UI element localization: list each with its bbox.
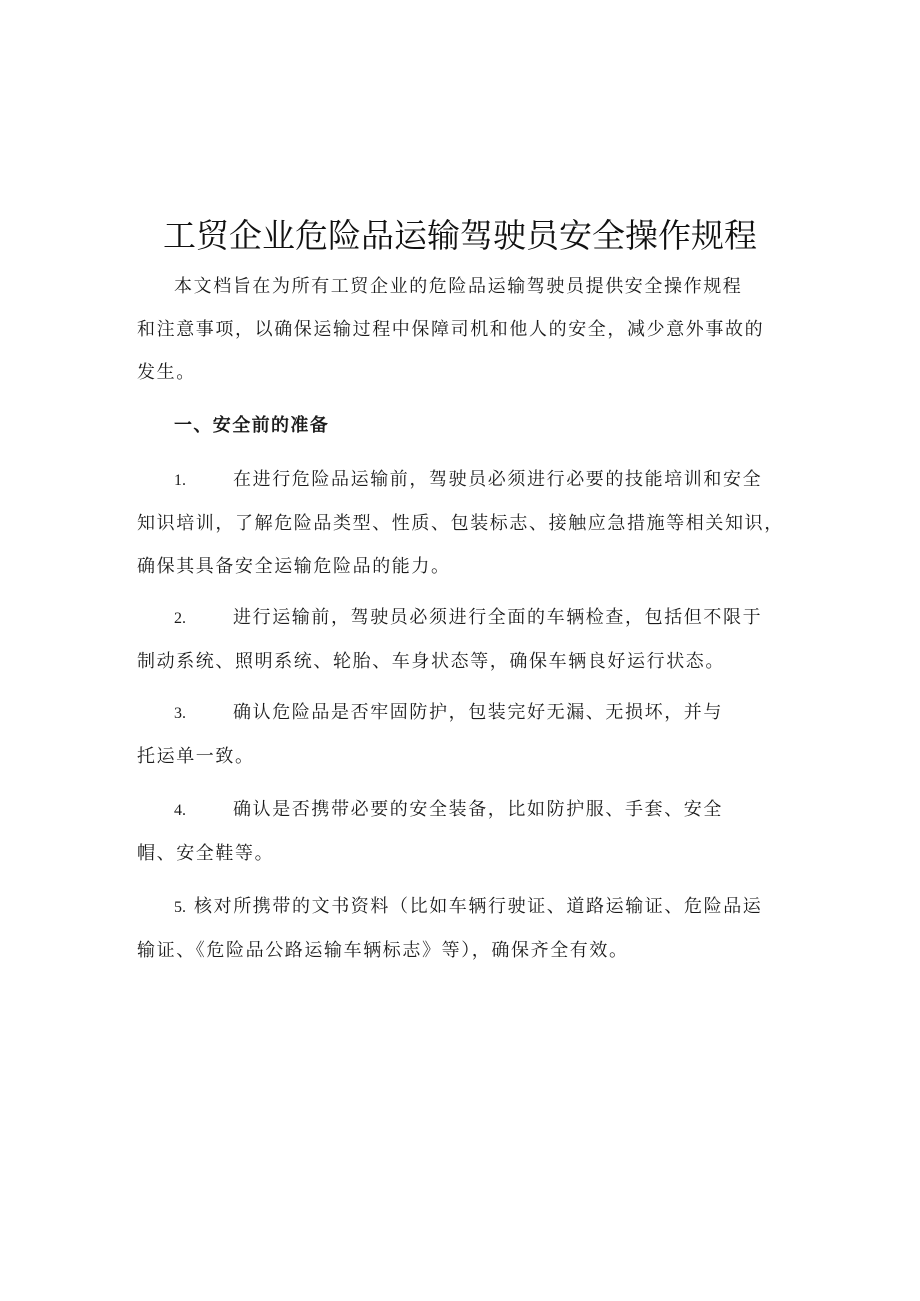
list-item-first-line <box>137 458 773 502</box>
list-item-line: 帽、安全鞋等。 <box>137 843 275 864</box>
list-item-4 <box>137 788 773 875</box>
list-item-first-line <box>137 885 773 929</box>
list-item-text: 确认危险品是否牢固防护，包装完好无漏、无损坏，并与 <box>233 702 723 723</box>
list-item-2 <box>137 596 773 683</box>
list-item-first-line <box>137 596 773 640</box>
list-item-3 <box>137 691 773 778</box>
list-item-1 <box>137 458 784 588</box>
list-item-first-line <box>137 691 773 735</box>
list-item-5 <box>137 885 773 972</box>
list-item-text: 在进行危险品运输前，驾驶员必须进行必要的技能培训和安全 <box>233 469 763 490</box>
list-item-line: 输证、《危险品公路运输车辆标志》等），确保齐全有效。 <box>137 940 629 961</box>
list-item-text: 核对所携带的文书资料（比如车辆行驶证、道路运输证、危险品运 <box>194 896 763 917</box>
list-item-number: 5. <box>174 899 186 916</box>
list-item-number: 4. <box>174 802 186 819</box>
list-item-number: 3. <box>174 705 186 722</box>
list-item-number: 2. <box>174 610 186 627</box>
list-item-number: 1. <box>174 472 186 489</box>
list-item-text: 进行运输前，驾驶员必须进行全面的车辆检查，包括但不限于 <box>233 607 763 628</box>
list-item-line: 托运单一致。 <box>137 746 255 767</box>
list-item-text: 确认是否携带必要的安全装备，比如防护服、手套、安全 <box>233 799 723 820</box>
intro-line: 发生。 <box>137 362 196 383</box>
list-item-line: 确保其具备安全运输危险品的能力。 <box>137 556 451 577</box>
list-item-first-line <box>137 788 773 832</box>
list-item-line: 制动系统、照明系统、轮胎、车身状态等，确保车辆良好运行状态。 <box>137 651 725 672</box>
intro-line: 本文档旨在为所有工贸企业的危险品运输驾驶员提供安全操作规程 <box>174 276 743 297</box>
document-title: 工贸企业危险品运输驾驶员安全操作规程 <box>163 216 757 255</box>
intro-paragraph <box>137 265 773 394</box>
section-heading: 一、安全前的准备 <box>174 415 330 436</box>
list-item-line: 知识培训，了解危险品类型、性质、包装标志、接触应急措施等相关知识， <box>137 513 784 534</box>
intro-line: 和注意事项，以确保运输过程中保障司机和他人的安全，减少意外事故的 <box>137 319 765 340</box>
